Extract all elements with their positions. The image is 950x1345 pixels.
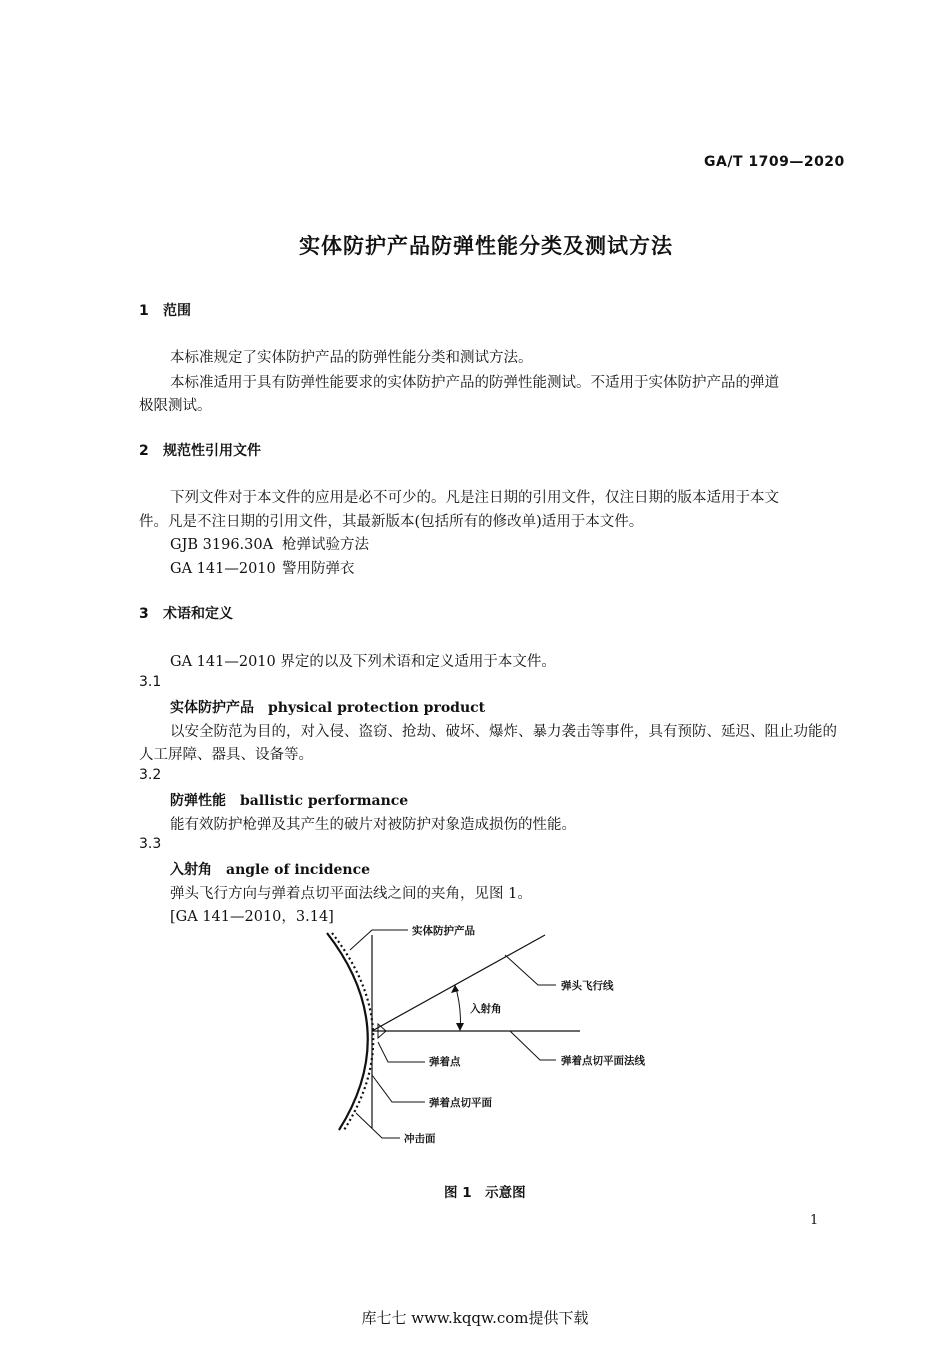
- label-impact-face: 冲击面: [404, 1133, 436, 1145]
- standard-code: GA/T 1709—2020: [704, 154, 845, 170]
- reference-code: GA 141—2010: [170, 561, 276, 577]
- section-1-para-2-line-2: 极限测试。: [139, 398, 212, 414]
- label-normal: 弹着点切平面法线: [561, 1055, 645, 1067]
- section-1-number: 1: [139, 303, 149, 319]
- term-3-1-definition-line-1: 以安全防范为目的，对入侵、盗窃、抢劫、破坏、爆炸、暴力袭击等事件，具有预防、延迟、阻止功能的: [170, 724, 837, 740]
- leader-normal: [510, 1031, 556, 1060]
- section-2-para-line-2: 件。凡是不注日期的引用文件，其最新版本(包括所有的修改单)适用于本文件。: [139, 514, 644, 530]
- label-product: 实体防护产品: [412, 925, 475, 937]
- label-incidence-angle: 入射角: [470, 1003, 502, 1015]
- term-3-3-en: angle of incidence: [226, 862, 371, 878]
- term-3-2-zh: 防弹性能: [170, 793, 226, 809]
- section-3-title: 术语和定义: [163, 606, 233, 622]
- download-footer: 库七七 www.kqqw.com提供下载: [361, 1309, 589, 1327]
- term-3-2-number: 3.2: [139, 767, 162, 783]
- section-2-para-line-1: 下列文件对于本文件的应用是必不可少的。凡是注日期的引用文件，仅注日期的版本适用于本文: [170, 490, 779, 506]
- label-tangent-plane: 弹着点切平面: [429, 1097, 492, 1109]
- leader-impact-point: [378, 1042, 425, 1062]
- figure-caption: 图 1 示意图: [444, 1185, 526, 1201]
- reference-code: GJB 3196.30A: [170, 537, 274, 553]
- section-1-title: 范围: [163, 303, 191, 319]
- reference-title: 警用防弹衣: [282, 561, 355, 577]
- document-title: 实体防护产品防弹性能分类及测试方法: [299, 234, 673, 258]
- term-3-3-source: [GA 141—2010，3.14]: [170, 909, 334, 925]
- section-3-number: 3: [139, 606, 149, 622]
- term-3-2-en: ballistic performance: [240, 793, 409, 809]
- leader-impact-face: [356, 1113, 400, 1138]
- term-3-1-number: 3.1: [139, 674, 162, 690]
- section-1-para-2-line-1: 本标准适用于具有防弹性能要求的实体防护产品的防弹性能测试。不适用于实体防护产品的弹道: [170, 375, 779, 391]
- term-3-1-zh: 实体防护产品: [170, 700, 254, 716]
- section-2-number: 2: [139, 443, 149, 459]
- term-3-2-definition: 能有效防护枪弹及其产生的破片对被防护对象造成损伤的性能。: [170, 817, 576, 833]
- section-1-para-1: 本标准规定了实体防护产品的防弹性能分类和测试方法。: [170, 350, 533, 366]
- label-impact-point: 弹着点: [429, 1056, 461, 1068]
- label-trajectory: 弹头飞行线: [561, 980, 614, 992]
- section-2-title: 规范性引用文件: [163, 443, 261, 459]
- term-3-3-zh: 入射角: [170, 862, 212, 878]
- term-3-3-number: 3.3: [139, 836, 162, 852]
- term-3-3-definition: 弹头飞行方向与弹着点切平面法线之间的夹角，见图 1。: [170, 886, 532, 902]
- leader-product: [350, 930, 408, 950]
- leader-trajectory: [505, 955, 556, 985]
- reference-title: 枪弹试验方法: [282, 537, 369, 553]
- product-surface-curve: [327, 933, 368, 1130]
- term-3-1-definition-line-2: 人工屏障、器具、设备等。: [139, 747, 313, 763]
- leader-tangent-plane: [372, 1075, 425, 1102]
- trajectory-line: [372, 935, 545, 1031]
- term-3-1-en: physical protection product: [268, 700, 486, 716]
- angle-arrow-bottom: [456, 1023, 464, 1031]
- section-3-intro: GA 141—2010 界定的以及下列术语和定义适用于本文件。: [170, 654, 556, 670]
- page-number: 1: [810, 1213, 819, 1228]
